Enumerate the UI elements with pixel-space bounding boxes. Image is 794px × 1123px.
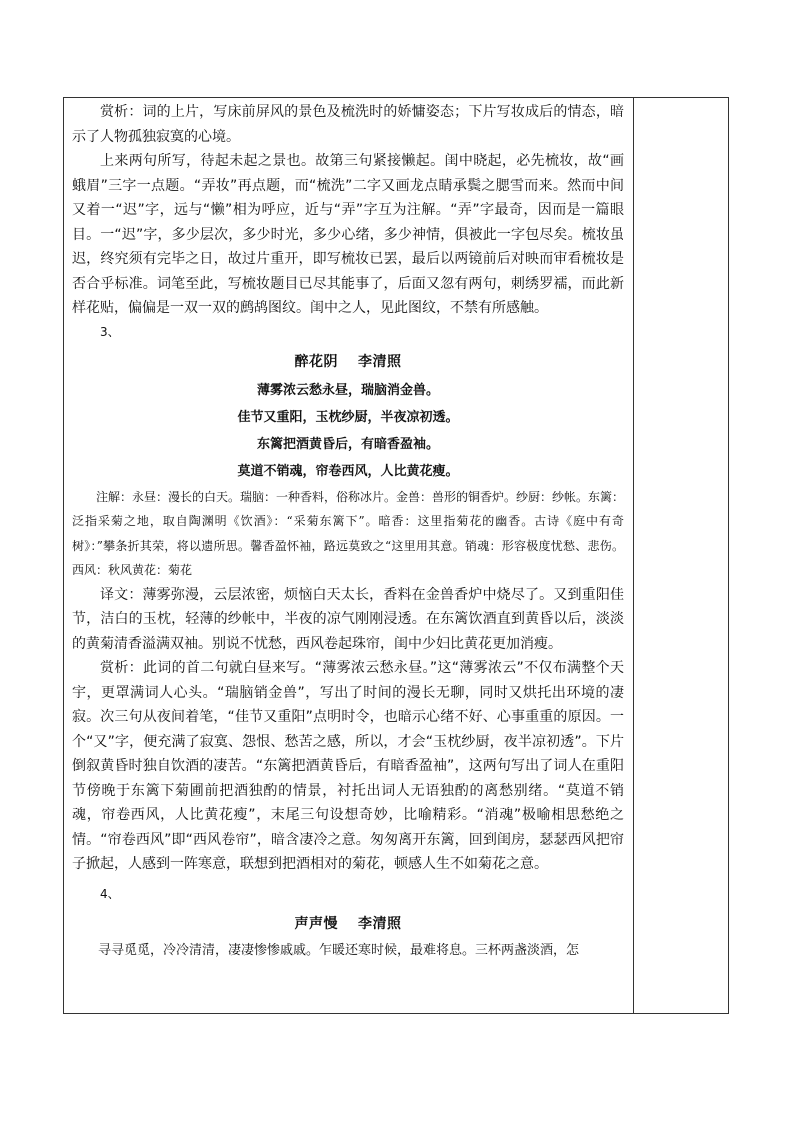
section-number-4: 4、	[100, 886, 120, 901]
poem-author: 李清照	[358, 353, 402, 370]
analysis-paragraph: 上来两句所写，待起未起之景也。故第三句紧接懒起。闺中晓起，必先梳妆，故“画蛾眉”三字一点题。“弄妆”再点题，而“梳洗”二字又画龙点睛承鬓之腮雪而来。然而中间又着一“迟”字，远与“懒”相为呼应，近与“弄”字互为注解。“弄”字最奇，因而是一篇眼目。一“迟”字，多少层次，多少时光，多少心绪，多少神情，俱被此一字包尽矣。梳妆虽迟，终究须有完毕之日，故过片重开，即写梳妆已罢，最后以两镜前后对映而审看梳妆是否合乎标准。词笔至此，写梳妆题目已尽其能事了，后面又忽有两句，刺绣罗襦，而此新样花贴，偏偏是一双一双的鹧鸪图纹。闺中之人，见此图纹，不禁有所感触。	[72, 153, 624, 316]
poem-line: 东篱把酒黄昏后，有暗香盈袖。	[256, 436, 439, 452]
appreciation-paragraph-2: 赏析：此词的首二句就白昼来写。“薄雾浓云愁永昼。”这“薄雾浓云”不仅布满整个天宇，更罩满词人心头。“瑞脑销金兽”，写出了时间的漫长无聊，同时又烘托出环境的凄寂。次三句从夜间着笔，“佳节又重阳”点明时令，也暗示心绪不好、心事重重的原因。一个“又”字，便充满了寂寞、怨恨、愁苦之感，所以，才会“玉枕纱厨，夜半凉初透”。下片倒叙黄昏时独自饮酒的凄苦。“东篱把酒黄昏后，有暗香盈袖”，这两句写出了词人在重阳节傍晚于东篱下菊圃前把酒独酌的情景，衬托出词人无语独酌的离愁别绪。“莫道不销魂，帘卷西风，人比黄花瘦”，末尾三句设想奇妙，比喻精彩。“消魂”极喻相思愁绝之情。“帘卷西风”即“西风卷帘”，暗含凄冷之意。匆匆离开东篱，回到闺房，瑟瑟西风把帘子掀起，人感到一阵寒意，联想到把酒相对的菊花，顿感人生不如菊花之意。	[72, 660, 624, 872]
section-number: 3、	[100, 324, 120, 339]
column-divider	[633, 98, 634, 1013]
appreciation-paragraph: 赏析：词的上片，写床前屏风的景色及梳洗时的娇慵姿态；下片写妆成后的情态，暗示了人物孤独寂寞的心境。	[72, 104, 624, 145]
translation-paragraph: 译文：薄雾弥漫，云层浓密，烦恼白天太长，香料在金兽香炉中烧尽了。又到重阳佳节，洁白的玉枕，轻薄的纱帐中，半夜的凉气刚刚浸透。在东篱饮酒直到黄昏以后，淡淡的黄菊清香溢满双袖。别说不忧愁，西风卷起珠帘，闺中少妇比黄花更加消瘦。	[72, 586, 624, 652]
document-table	[63, 97, 729, 1014]
poem-first-line: 寻寻觅觅，冷冷清清，凄凄惨惨戚戚。乍暖还寒时候，最难将息。三杯两盏淡酒，怎	[98, 942, 580, 958]
poem-title-line-4	[72, 913, 624, 935]
poem-author-4: 李清照	[358, 915, 402, 932]
poem-title: 醉花阴	[294, 353, 338, 370]
poem-title-line	[72, 351, 624, 373]
poem-line: 佳节又重阳，玉枕纱厨，半夜凉初透。	[237, 409, 459, 425]
poem-body	[72, 377, 624, 485]
main-cell	[72, 100, 624, 963]
poem-title-4: 声声慢	[294, 915, 338, 932]
poem-line: 薄雾浓云愁永昼，瑞脑消金兽。	[256, 382, 439, 398]
annotation-paragraph: 注解：永昼：漫长的白天。瑞脑：一种香料，俗称冰片。金兽：兽形的铜香炉。纱厨：纱帐。东篱：泛指采菊之地，取自陶渊明《饮酒》：“采菊东篱下”。暗香：这里指菊花的幽香。古诗《庭中有奇树》：”攀条折其荣，将以遗所思。馨香盈怀袖，路远莫致之“这里用其意。销魂：形容极度忧愁、悲伤。西风：秋风黄花：菊花	[72, 489, 625, 577]
poem-line: 莫道不销魂，帘卷西风，人比黄花瘦。	[237, 463, 459, 479]
